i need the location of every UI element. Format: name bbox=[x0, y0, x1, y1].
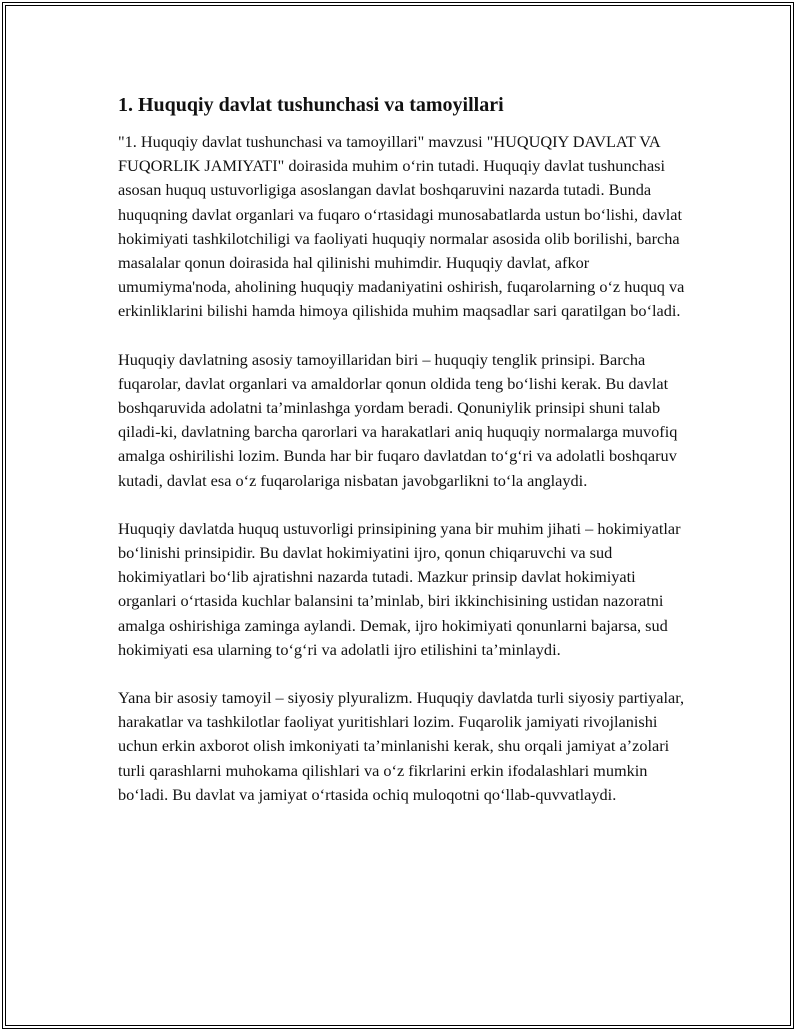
document-body bbox=[118, 92, 690, 831]
paragraph-political-pluralism: Yana bir asosiy tamoyil – siyosiy plyuralizm. Huquqiy davlatda turli siyosiy partiyalar, harakatlar va tashkilotlar faoliyat yuritishlari lozim. Fuqarolik jamiyati rivojlanishi uchun erkin axborot olish imkoniyati taʼminlanishi kerak, shu orqali jamiyat aʼzolari turli qarashlarni muhokama qilishlari va oʻz fikrlarini erkin ifodalashlari mumkin boʻladi. Bu davlat va jamiyat oʻrtasida ochiq muloqotni qoʻllab-quvvatlaydi. bbox=[118, 688, 685, 804]
paragraph-equality-principle: Huquqiy davlatning asosiy tamoyillaridan biri – huquqiy tenglik prinsipi. Barcha fuqarolar, davlat organlari va amaldorlar qonun oldida teng boʻlishi kerak. Bu davlat boshqaruvida adolatni taʼminlashga yordam beradi. Qonuniylik prinsipi shuni talab qiladi-ki, davlatning barcha qarorlari va harakatlari aniq huquqiy normalarga muvofiq amalga oshirilishi lozim. Bunda har bir fuqaro davlatdan toʻgʻri va adolatli boshqaruv kutadi, davlat esa oʻz fuqarolariga nisbatan javobgarlikni toʻla anglaydi. bbox=[118, 349, 678, 490]
paragraph-intro: "1. Huquqiy davlat tushunchasi va tamoyillari" mavzusi "HUQUQIY DAVLAT VA FUQORLIK JAMIYATI" doirasida muhim oʻrin tutadi. Huquqiy davlat tushunchasi asosan huquq ustuvorligiga asoslangan davlat boshqaruvini nazarda tutadi. Bunda huquqning davlat organlari va fuqaro oʻrtasidagi munosabatlarda ustun boʻlishi, davlat hokimiyati tashkilotchiligi va faoliyati huquqiy normalar asosida olib borilishi, barcha masalalar qonun doirasida hal qilinishi muhimdir. Huquqiy davlat, afkor umumiyma'noda, aholining huquqiy madaniyatini oshirish, fuqarolarning oʻz huquq va erkinliklarini bilishi hamda himoya qilishida muhim maqsadlar sari qaratilgan boʻladi. bbox=[118, 132, 685, 321]
paragraph-separation-of-powers: Huquqiy davlatda huquq ustuvorligi prinsipining yana bir muhim jihati – hokimiyatlar boʻlinishi prinsipidir. Bu davlat hokimiyatini ijro, qonun chiqaruvchi va sud hokimiyatlari boʻlib ajratishni nazarda tutadi. Mazkur prinsip davlat hokimiyati organlari oʻrtasida kuchlar balansini taʼminlab, biri ikkinchisining ustidan nazoratni amalga oshirishiga zaminga aylandi. Demak, ijro hokimiyati qonunlarni bajarsa, sud hokimiyati esa ularning toʻgʻri va adolatli ijro etilishini taʼminlaydi. bbox=[118, 518, 681, 659]
section-heading: 1. Huquqiy davlat tushunchasi va tamoyillari bbox=[118, 94, 504, 116]
